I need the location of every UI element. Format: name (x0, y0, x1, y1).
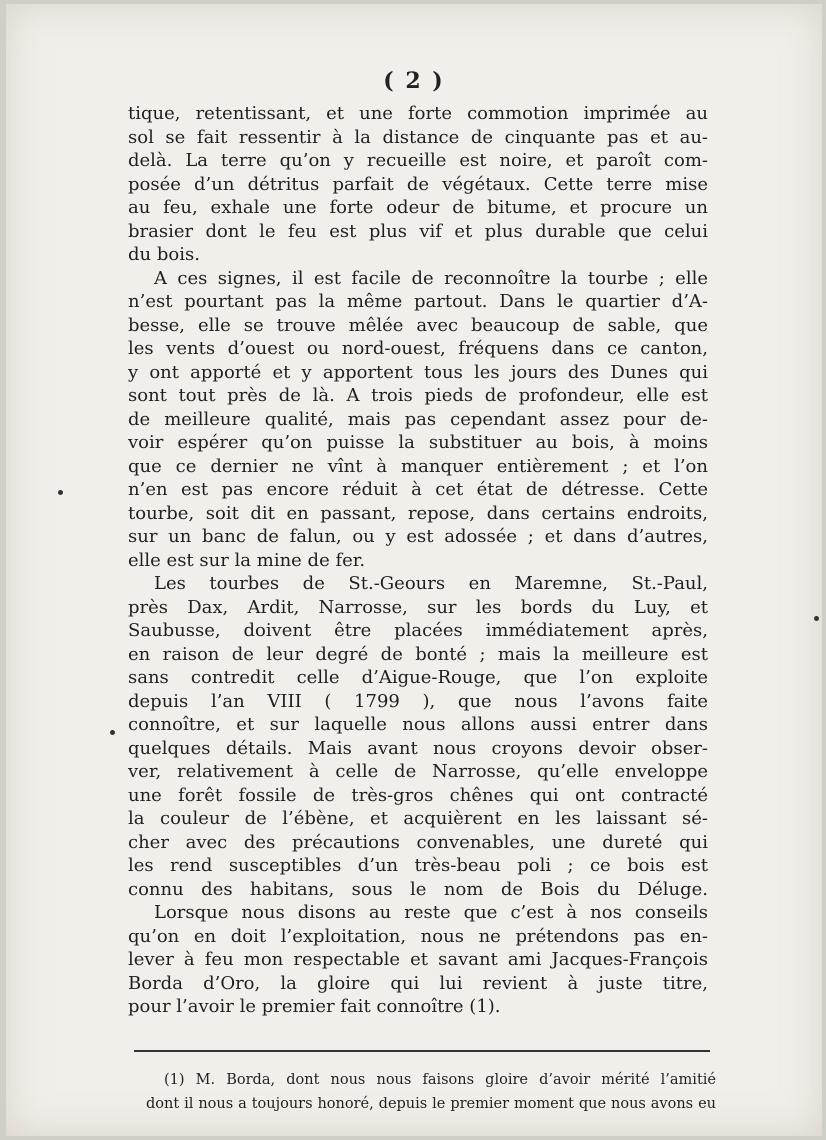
text-line: cher avec des précautions convenables, une dureté qui (128, 831, 708, 853)
text-line: près Dax, Ardit, Narrosse, sur les bords du Luy, et (128, 596, 708, 618)
text-line: les vents d’ouest ou nord-ouest, fréquens dans ce canton, (128, 338, 708, 359)
text-line: y ont apporté et y apportent tous les jours des Dunes qui (128, 361, 708, 383)
text-line: lever à feu mon respectable et savant ami Jacques-François (128, 949, 708, 970)
text-line: n’est pourtant pas la même partout. Dans le quartier d’A- (128, 291, 708, 312)
text-line: tourbe, soit dit en passant, repose, dans certains endroits, (128, 502, 708, 524)
text-line: sur un banc de falun, ou y est adossée ; et dans d’autres, (128, 526, 708, 547)
text-line: les rend susceptibles d’un très-beau poli ; ce bois est (128, 855, 708, 876)
text-line: connoître, et sur laquelle nous allons aussi entrer dans (128, 714, 708, 735)
text-line: du bois. (128, 244, 200, 265)
text-line: en raison de leur degré de bonté ; mais la meilleure est (128, 643, 708, 665)
text-line: sans contredit celle d’Aigue-Rouge, que l’on exploite (128, 667, 708, 688)
text-line: voir espérer qu’on puisse la substituer au bois, à moins (128, 432, 708, 453)
text-line: connu des habitans, sous le nom de Bois du Déluge. (128, 878, 708, 900)
text-line: brasier dont le feu est plus vif et plus durable que celui (128, 220, 708, 242)
ink-speck (814, 616, 819, 621)
text-line: pour l’avoir le premier fait connoître (1). (128, 996, 501, 1017)
text-line: quelques détails. Mais avant nous croyons devoir obser- (128, 737, 708, 759)
text-line: Lorsque nous disons au reste que c’est à nos conseils (154, 902, 708, 923)
page-number: ( 2 ) (383, 68, 445, 94)
text-line: au feu, exhale une forte odeur de bitume, et procure un (128, 197, 708, 218)
text-line: sont tout près de là. A trois pieds de profondeur, elle est (128, 385, 708, 406)
text-line: qu’on en doit l’exploitation, nous ne prétendons pas en- (128, 925, 708, 947)
footnote-rule (134, 1050, 710, 1052)
footnote-line: dont il nous a toujours honoré, depuis le premier moment que nous avons eu (146, 1095, 716, 1112)
body-text (128, 102, 708, 1019)
footnote (146, 1068, 716, 1115)
text-line: A ces signes, il est facile de reconnoître la tourbe ; elle (154, 267, 708, 289)
ink-speck (58, 490, 63, 495)
text-line: delà. La terre qu’on y recueille est noire, et paroît com- (128, 150, 708, 171)
text-line: de meilleure qualité, mais pas cependant assez pour de- (128, 408, 708, 430)
footnote-line: (1) M. Borda, dont nous nous faisons gloire d’avoir mérité l’amitié (164, 1072, 716, 1088)
text-line: n’en est pas encore réduit à cet état de détresse. Cette (128, 479, 708, 500)
text-line: ver, relativement à celle de Narrosse, qu’elle enveloppe (128, 761, 708, 782)
text-line: depuis l’an VIII ( 1799 ), que nous l’avons faite (128, 690, 708, 712)
text-line: Saubusse, doivent être placées immédiatement après, (128, 620, 708, 641)
text-line: posée d’un détritus parfait de végétaux. Cette terre mise (128, 173, 708, 195)
text-line: sol se fait ressentir à la distance de cinquante pas et au- (128, 126, 708, 148)
text-line: elle est sur la mine de fer. (128, 549, 366, 571)
document-page (6, 4, 822, 1136)
text-line: Les tourbes de St.-Geours en Maremne, St.-Paul, (154, 573, 708, 594)
text-line: une forêt fossile de très-gros chênes qui ont contracté (128, 784, 708, 806)
ink-speck (110, 730, 115, 735)
text-line: tique, retentissant, et une forte commotion imprimée au (128, 103, 708, 124)
text-line: que ce dernier ne vînt à manquer entièrement ; et l’on (128, 455, 708, 477)
text-line: la couleur de l’ébène, et acquièrent en les laissant sé- (128, 808, 708, 829)
text-line: Borda d’Oro, la gloire qui lui revient à juste titre, (128, 972, 708, 994)
text-line: besse, elle se trouve mêlée avec beaucoup de sable, que (128, 314, 708, 336)
